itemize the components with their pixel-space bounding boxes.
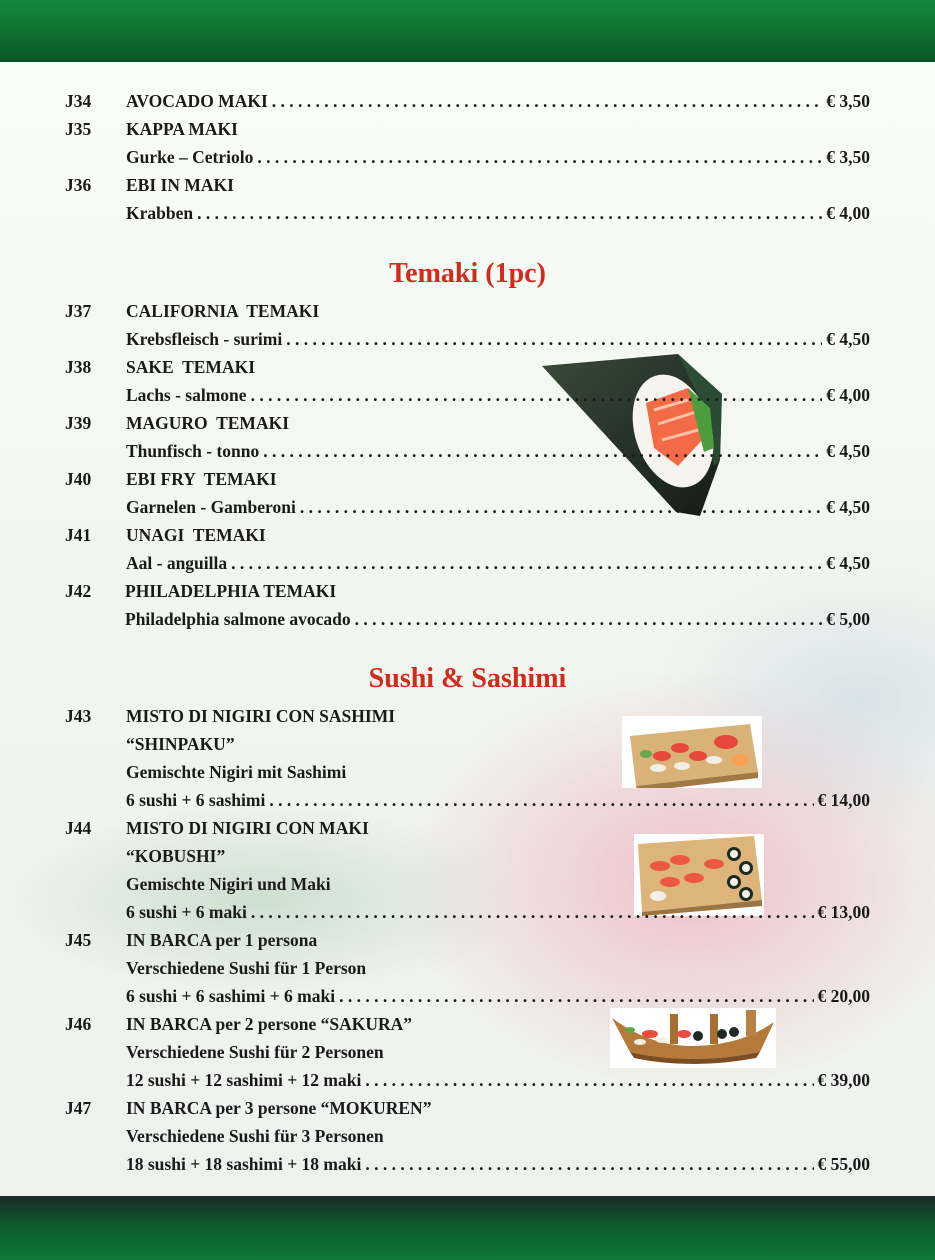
item-description: Verschiedene Sushi für 2 Personen xyxy=(126,1042,384,1062)
menu-item-j42-detail xyxy=(0,605,935,633)
item-code: J45 xyxy=(65,930,92,950)
top-green-bar xyxy=(0,0,935,62)
item-name: IN BARCA per 2 persone “SAKURA” xyxy=(126,1014,413,1034)
item-name: EBI IN MAKI xyxy=(126,175,234,195)
menu-item-j43-desc xyxy=(0,758,935,786)
menu-item-j44-detail xyxy=(0,898,935,926)
item-name: EBI FRY TEMAKI xyxy=(126,469,277,489)
item-code: J39 xyxy=(65,413,92,433)
leader-dots xyxy=(339,982,813,1010)
item-name: AVOCADO MAKI xyxy=(126,91,268,111)
item-subtitle: “KOBUSHI” xyxy=(126,846,226,866)
menu-item-j39 xyxy=(0,409,935,437)
item-description: Gemischte Nigiri mit Sashimi xyxy=(126,762,347,782)
leader-dots xyxy=(263,437,822,465)
leader-dots xyxy=(251,381,823,409)
leader-dots xyxy=(197,199,822,227)
menu-item-j41-detail xyxy=(0,549,935,577)
item-quantity: 12 sushi + 12 sashimi + 12 maki xyxy=(126,1070,362,1090)
menu-item-j44-desc xyxy=(0,870,935,898)
item-price: € 3,50 xyxy=(826,91,870,111)
menu-item-j44-subtitle xyxy=(0,842,935,870)
item-subtitle: “SHINPAKU” xyxy=(126,734,235,754)
item-description: Philadelphia salmone avocado xyxy=(125,609,351,629)
item-quantity: 6 sushi + 6 sashimi + 6 maki xyxy=(126,986,336,1006)
item-name: CALIFORNIA TEMAKI xyxy=(126,301,320,321)
leader-dots xyxy=(272,87,822,115)
menu-item-j38-detail xyxy=(0,381,935,409)
item-name: PHILADELPHIA TEMAKI xyxy=(125,581,337,601)
item-price: € 3,50 xyxy=(826,147,870,167)
leader-dots xyxy=(300,493,822,521)
item-name: MAGURO TEMAKI xyxy=(126,413,290,433)
item-name: UNAGI TEMAKI xyxy=(126,525,266,545)
menu-item-j39-detail xyxy=(0,437,935,465)
item-code: J42 xyxy=(65,581,92,601)
item-code: J46 xyxy=(65,1014,92,1034)
leader-dots xyxy=(257,143,822,171)
item-description: Aal - anguilla xyxy=(126,553,228,573)
menu-item-j45-desc xyxy=(0,954,935,982)
menu-item-j42 xyxy=(0,577,935,605)
item-description: Krebsfleisch - surimi xyxy=(126,329,283,349)
item-description: Gemischte Nigiri und Maki xyxy=(126,874,331,894)
menu-item-j47-detail xyxy=(0,1150,935,1178)
menu-item-j36-detail xyxy=(0,199,935,227)
item-code: J40 xyxy=(65,469,92,489)
item-quantity: 6 sushi + 6 maki xyxy=(126,902,247,922)
item-description: Verschiedene Sushi für 3 Personen xyxy=(126,1126,384,1146)
menu-item-j45 xyxy=(0,926,935,954)
item-code: J43 xyxy=(65,706,92,726)
menu-item-j40-detail xyxy=(0,493,935,521)
leader-dots xyxy=(365,1150,813,1178)
menu-item-j41 xyxy=(0,521,935,549)
item-code: J35 xyxy=(65,119,92,139)
item-name: KAPPA MAKI xyxy=(126,119,238,139)
item-code: J36 xyxy=(65,175,92,195)
menu-item-j37 xyxy=(0,297,935,325)
item-description: Garnelen - Gamberoni xyxy=(126,497,296,517)
item-description: Krabben xyxy=(126,203,194,223)
bottom-green-bar xyxy=(0,1196,935,1260)
item-price: € 20,00 xyxy=(817,986,870,1006)
menu-item-j47-desc xyxy=(0,1122,935,1150)
item-code: J38 xyxy=(65,357,92,377)
menu-item-j35 xyxy=(0,115,935,143)
item-price: € 4,00 xyxy=(826,203,870,223)
menu-item-j46-detail xyxy=(0,1066,935,1094)
menu-item-j43-subtitle xyxy=(0,730,935,758)
menu-item-j44 xyxy=(0,814,935,842)
item-price: € 39,00 xyxy=(817,1070,870,1090)
menu-item-j46-desc xyxy=(0,1038,935,1066)
item-price: € 55,00 xyxy=(817,1154,870,1174)
item-code: J41 xyxy=(65,525,92,545)
item-name: SAKE TEMAKI xyxy=(126,357,256,377)
item-price: € 13,00 xyxy=(817,902,870,922)
item-price: € 4,50 xyxy=(826,441,870,461)
item-price: € 4,50 xyxy=(826,329,870,349)
item-name: MISTO DI NIGIRI CON MAKI xyxy=(126,818,369,838)
item-description: Verschiedene Sushi für 1 Person xyxy=(126,958,367,978)
item-code: J47 xyxy=(65,1098,92,1118)
item-description: Thunfisch - tonno xyxy=(126,441,260,461)
menu-item-j35-detail xyxy=(0,143,935,171)
item-description: Gurke – Cetriolo xyxy=(126,147,254,167)
item-name: IN BARCA per 1 persona xyxy=(126,930,318,950)
leader-dots xyxy=(355,605,823,633)
item-code: J44 xyxy=(65,818,92,838)
menu-item-j34 xyxy=(0,87,935,115)
item-name: IN BARCA per 3 persone “MOKUREN” xyxy=(126,1098,432,1118)
item-price: € 4,50 xyxy=(826,497,870,517)
leader-dots xyxy=(286,325,822,353)
menu-item-j45-detail xyxy=(0,982,935,1010)
menu-item-j43-detail xyxy=(0,786,935,814)
item-price: € 4,50 xyxy=(826,553,870,573)
menu-item-j36 xyxy=(0,171,935,199)
item-code: J34 xyxy=(65,91,92,111)
menu-item-j40 xyxy=(0,465,935,493)
item-code: J37 xyxy=(65,301,92,321)
item-name: MISTO DI NIGIRI CON SASHIMI xyxy=(126,706,396,726)
menu-item-j47 xyxy=(0,1094,935,1122)
item-quantity: 18 sushi + 18 sashimi + 18 maki xyxy=(126,1154,362,1174)
leader-dots xyxy=(269,786,813,814)
leader-dots xyxy=(365,1066,813,1094)
leader-dots xyxy=(251,898,814,926)
item-price: € 14,00 xyxy=(817,790,870,810)
item-price: € 4,00 xyxy=(826,385,870,405)
item-quantity: 6 sushi + 6 sashimi xyxy=(126,790,266,810)
leader-dots xyxy=(231,549,822,577)
item-price: € 5,00 xyxy=(826,609,870,629)
menu-item-j46 xyxy=(0,1010,935,1038)
menu-item-j37-detail xyxy=(0,325,935,353)
section-title-temaki: Temaki (1pc) xyxy=(389,258,546,289)
section-title-sushi-sashimi: Sushi & Sashimi xyxy=(368,663,567,694)
item-description: Lachs - salmone xyxy=(126,385,247,405)
menu-item-j43 xyxy=(0,702,935,730)
menu-item-j38 xyxy=(0,353,935,381)
